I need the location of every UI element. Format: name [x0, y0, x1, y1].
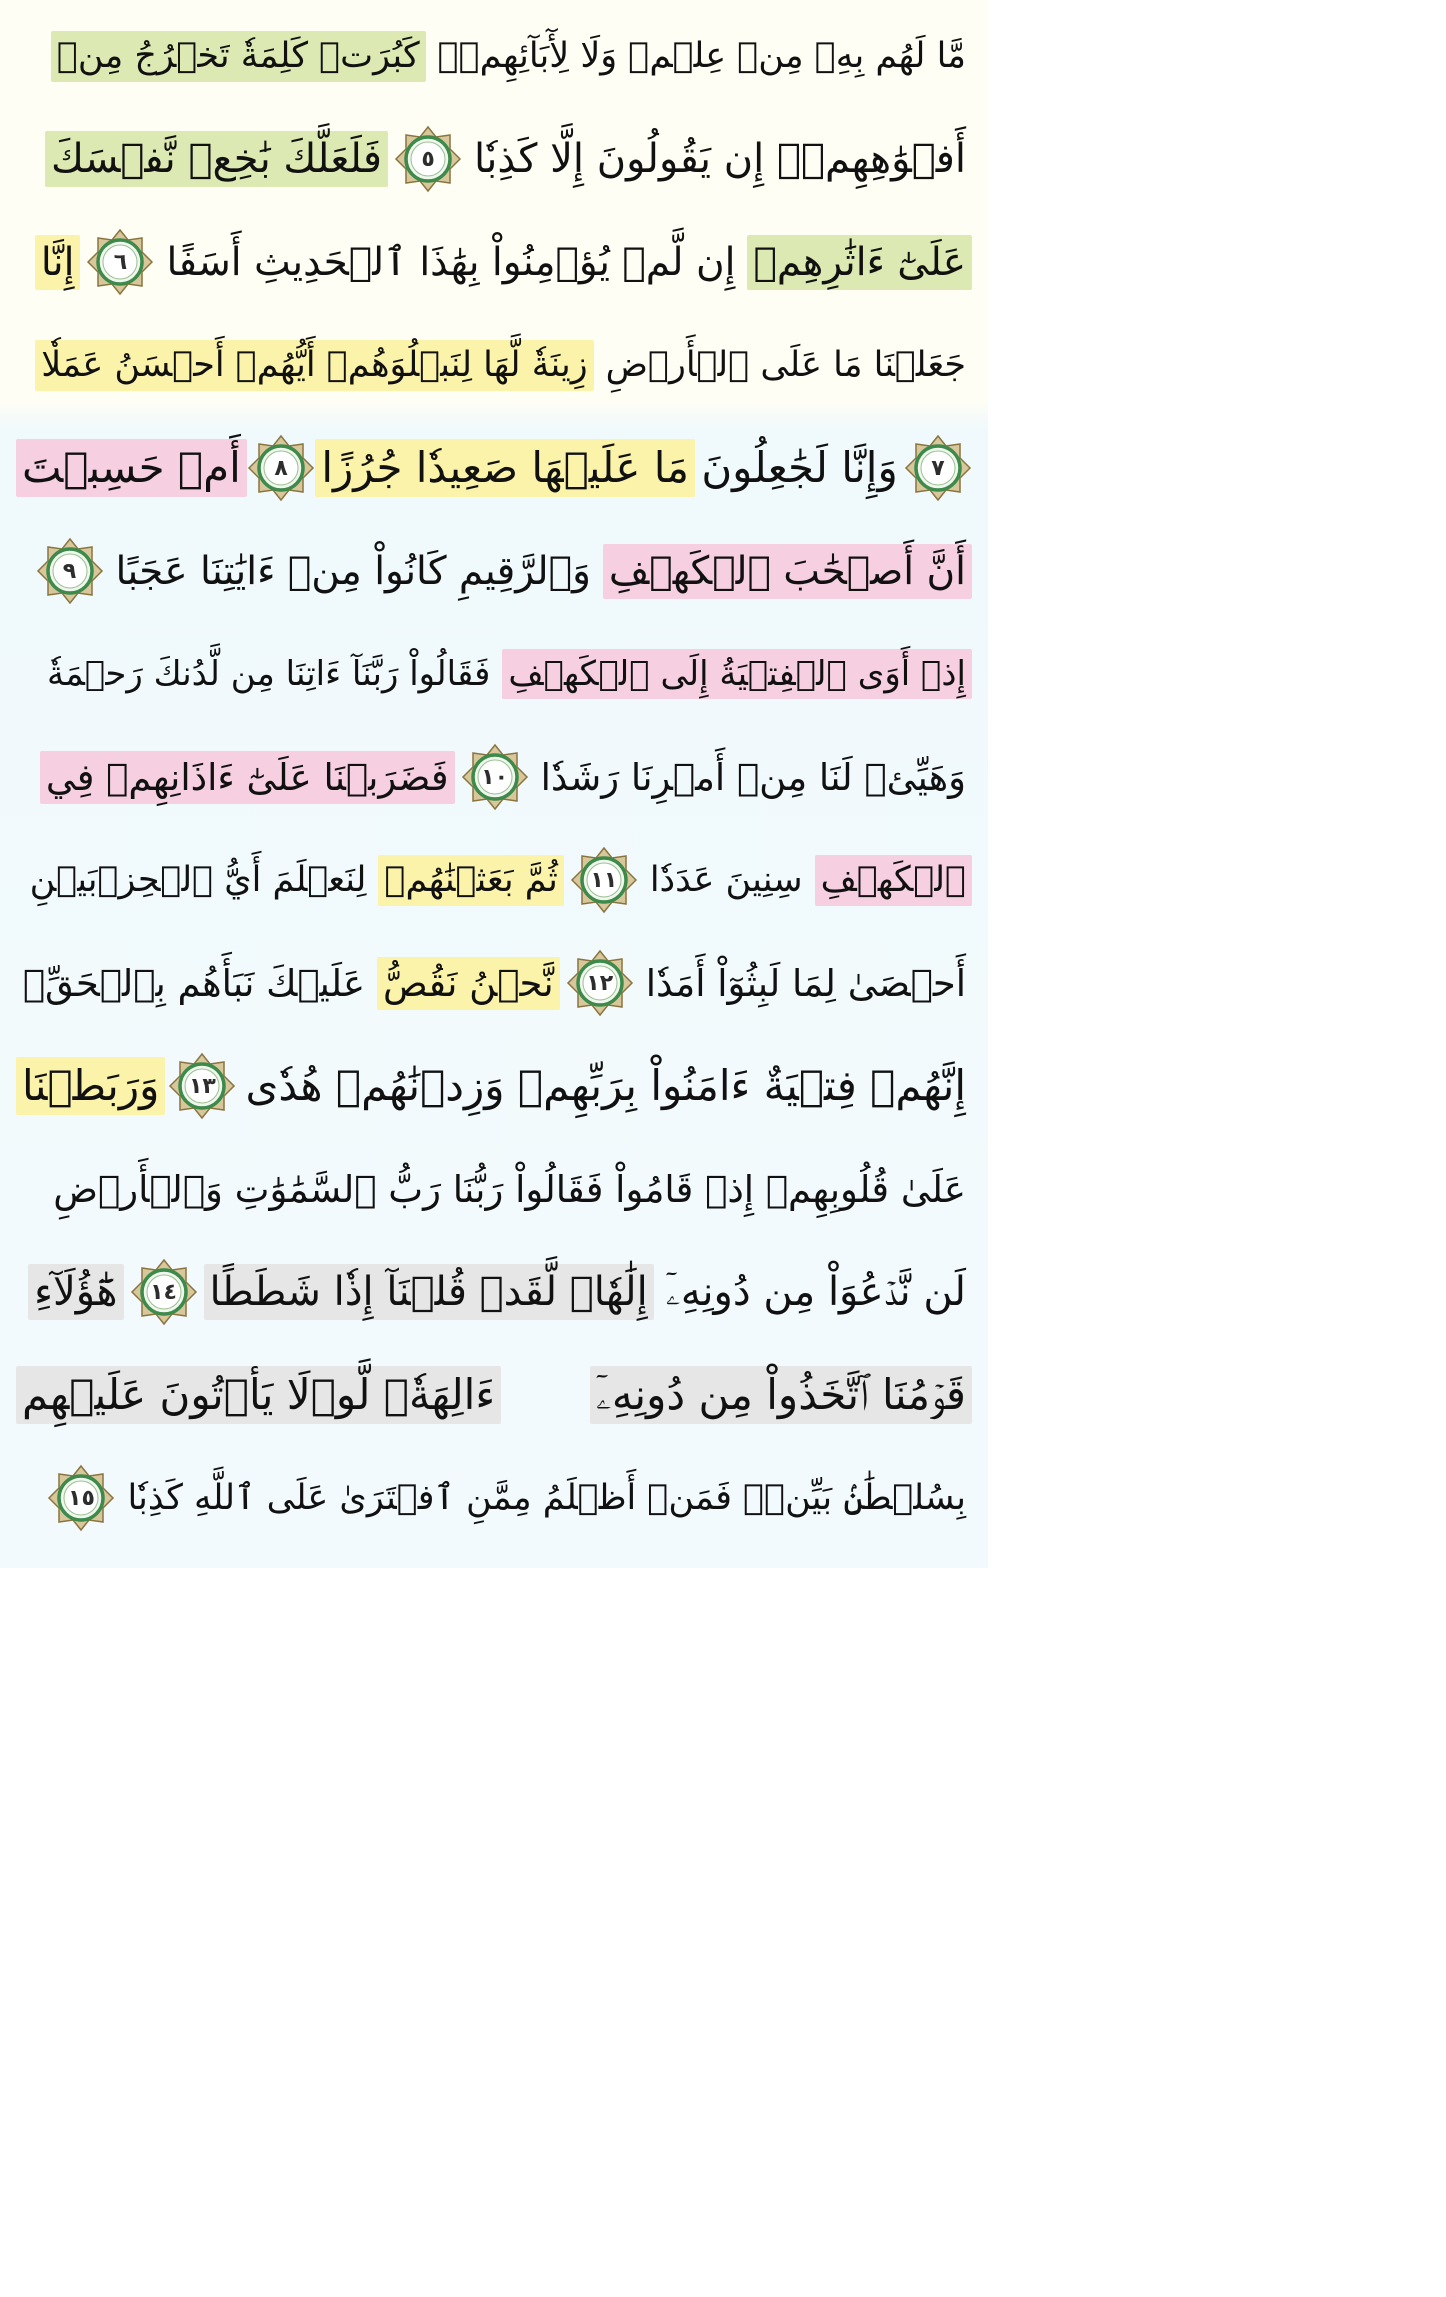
verse-number: ٥ — [421, 146, 435, 172]
verse-marker-icon — [904, 434, 972, 502]
highlighted-phrase: إِنَّا — [35, 235, 81, 290]
verse-marker-icon — [394, 125, 462, 193]
text-line — [16, 523, 972, 619]
verse-text: إِن لَّمۡ يُؤۡمِنُواْ بِهَٰذَا ٱلۡحَدِيثِ أَسَفًا — [166, 239, 736, 285]
verse-marker-icon — [168, 1052, 236, 1120]
verse-marker-icon — [570, 846, 638, 914]
verse-text: إِنَّهُمۡ فِتۡيَةٌ ءَامَنُواْ بِرَبِّهِمۡ وَزِدۡنَٰهُمۡ هُدٗى — [245, 1061, 966, 1110]
verse-number: ١٢ — [586, 970, 614, 996]
verse-text: أَحۡصَىٰ لِمَا لَبِثُوٓاْ أَمَدٗا — [645, 961, 966, 1005]
highlighted-phrase: ثُمَّ بَعَثۡنَٰهُمۡ — [378, 855, 563, 906]
verse-marker-icon — [566, 949, 634, 1017]
highlighted-phrase: أَمۡ حَسِبۡتَ — [16, 439, 247, 497]
text-line — [16, 420, 972, 516]
highlighted-phrase: فَلَعَلَّكَ بَٰخِعٞ نَّفۡسَكَ — [45, 131, 388, 187]
highlighted-phrase: ءَالِهَةٗۖ لَّوۡلَا يَأۡتُونَ عَلَيۡهِم — [16, 1366, 501, 1424]
verse-number: ٩ — [62, 558, 77, 584]
verse-number: ١٣ — [189, 1073, 216, 1099]
verse-number: ١٤ — [150, 1279, 177, 1305]
text-line — [16, 317, 972, 413]
text-line — [16, 1038, 972, 1134]
text-line — [16, 111, 972, 207]
highlighted-phrase: عَلَىٰٓ ءَاثَٰرِهِمۡ — [747, 235, 972, 290]
mushaf-page — [0, 0, 988, 1568]
verse-text: فَقَالُواْ رَبَّنَآ ءَاتِنَا مِن لَّدُنكَ رَحۡمَةٗ — [47, 654, 491, 694]
text-line — [16, 832, 972, 928]
verse-text: جَعَلۡنَا مَا عَلَى ٱلۡأَرۡضِ — [605, 344, 966, 385]
highlighted-phrase: إِلَٰهٗاۖ لَّقَدۡ قُلۡنَآ إِذٗا شَطَطًا — [204, 1264, 654, 1320]
highlighted-phrase: وَرَبَطۡنَا — [16, 1057, 165, 1115]
verse-number: ٧ — [931, 455, 945, 481]
verse-text: وَإِنَّا لَجَٰعِلُونَ — [701, 443, 898, 492]
verse-marker-icon — [461, 743, 529, 811]
text-line — [16, 214, 972, 310]
verse-text: أَفۡوَٰهِهِمۡۚ إِن يَقُولُونَ إِلَّا كَذِبٗا — [474, 136, 966, 182]
verse-number: ١١ — [590, 867, 618, 893]
verse-marker-icon — [247, 434, 315, 502]
highlighted-phrase: قَوۡمُنَا ٱتَّخَذُواْ مِن دُونِهِۦٓ — [590, 1366, 972, 1424]
highlighted-phrase: نَّحۡنُ نَقُصُّ — [377, 957, 560, 1010]
highlighted-phrase: أَنَّ أَصۡحَٰبَ ٱلۡكَهۡفِ — [603, 544, 972, 599]
verse-number: ٦ — [113, 249, 128, 275]
verse-text: سِنِينَ عَدَدٗا — [649, 859, 803, 900]
verse-number: ١٥ — [68, 1485, 95, 1511]
verse-text: عَلَىٰ قُلُوبِهِمۡ إِذۡ قَامُواْ فَقَالُواْ رَبُّنَا رَبُّ ٱلسَّمَٰوَٰتِ وَٱلۡأَرۡضِ — [53, 1167, 966, 1211]
verse-number: ١٠ — [481, 764, 509, 790]
verse-text: بِسُلۡطَٰنِۢ بَيِّنٖۖ فَمَنۡ أَظۡلَمُ مِمَّنِ ٱفۡتَرَىٰ عَلَى ٱللَّهِ كَذِبٗا — [127, 1477, 966, 1518]
text-line — [16, 935, 972, 1031]
text-line — [16, 1244, 972, 1340]
highlighted-phrase: إِذۡ أَوَى ٱلۡفِتۡيَةُ إِلَى ٱلۡكَهۡفِ — [502, 649, 972, 699]
verse-text: عَلَيۡكَ نَبَأَهُم بِٱلۡحَقِّۚ — [22, 961, 366, 1005]
text-line — [16, 729, 972, 825]
highlighted-phrase: ٱلۡكَهۡفِ — [815, 855, 972, 906]
verse-number: ٨ — [274, 455, 288, 481]
verse-text: وَهَيِّئۡ لَنَا مِنۡ أَمۡرِنَا رَشَدٗا — [540, 755, 966, 799]
verse-text: لِنَعۡلَمَ أَيُّ ٱلۡحِزۡبَيۡنِ — [29, 859, 367, 900]
verse-text: لَن نَّدۡعُوَاْ مِن دُونِهِۦٓ — [665, 1269, 966, 1315]
text-line — [16, 1141, 972, 1237]
verse-marker-icon — [130, 1258, 198, 1326]
highlighted-phrase: زِينَةٗ لَّهَا لِنَبۡلُوَهُمۡ أَيُّهُمۡ أَحۡسَنُ عَمَلٗا — [35, 340, 593, 391]
highlighted-phrase: فَضَرَبۡنَا عَلَىٰٓ ءَاذَانِهِمۡ فِي — [40, 751, 455, 804]
text-line — [16, 1450, 972, 1546]
highlighted-phrase: هَٰٓؤُلَآءِ — [28, 1264, 123, 1320]
verse-text: وَٱلرَّقِيمِ كَانُواْ مِنۡ ءَايَٰتِنَا عَجَبًا — [115, 548, 591, 594]
verse-text: مَّا لَهُم بِهِۦ مِنۡ عِلۡمٖ وَلَا لِأٓبَآئِهِمۡۚ — [437, 35, 966, 76]
highlighted-phrase: كَبُرَتۡ كَلِمَةٗ تَخۡرُجُ مِنۡ — [51, 31, 426, 82]
verse-marker-icon — [36, 537, 104, 605]
verse-marker-icon — [86, 228, 154, 296]
text-line — [16, 8, 972, 104]
text-line — [16, 626, 972, 722]
verse-marker-icon — [47, 1464, 115, 1532]
text-line — [16, 1347, 972, 1443]
highlighted-phrase: مَا عَلَيۡهَا صَعِيدٗا جُرُزًا — [315, 439, 695, 497]
